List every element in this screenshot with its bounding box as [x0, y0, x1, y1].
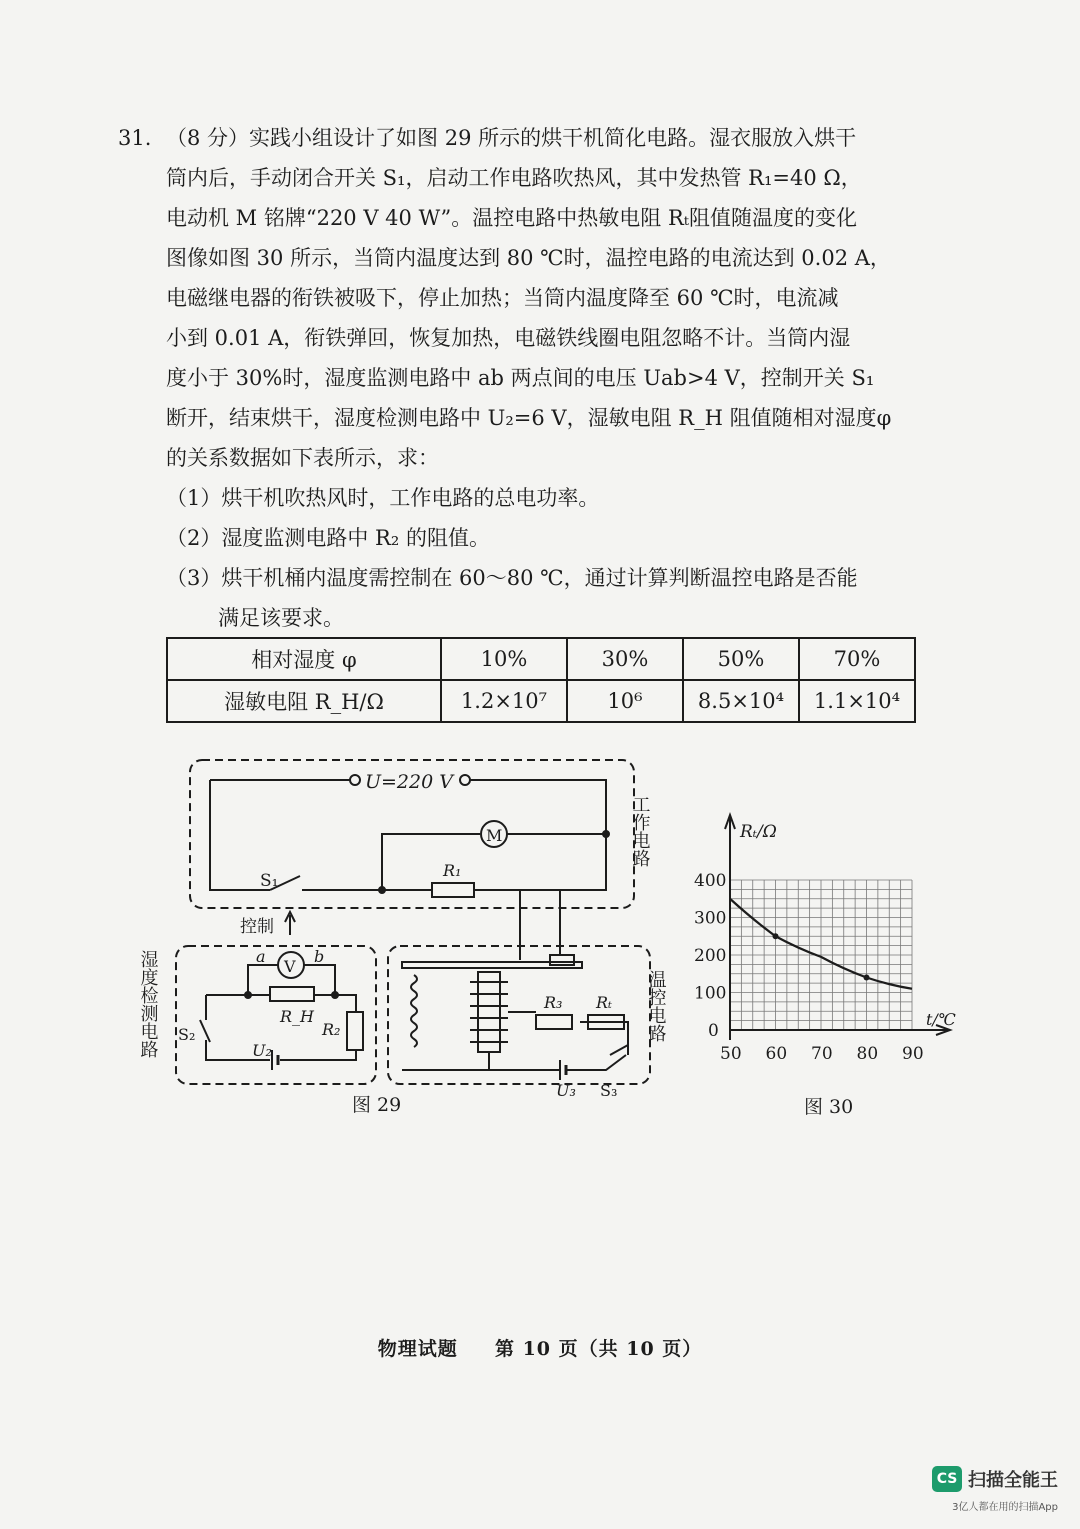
wire [382, 834, 480, 890]
footer-subject: 物理试题 [377, 1338, 458, 1360]
resistor-r2 [347, 1012, 363, 1050]
control-label: 控制 [240, 917, 274, 937]
table-row [167, 638, 915, 680]
y-tick-label: 300 [694, 908, 727, 929]
row-header: 湿敏电阻 R_H/Ω [167, 680, 441, 722]
table-cell: 1.2×10⁷ [441, 680, 567, 722]
figure29-caption: 图 29 [352, 1094, 402, 1116]
circuit-diagram [137, 750, 680, 1100]
electromagnet-core [478, 972, 500, 1052]
question-line: 电动机 M 铭牌“220 V 40 W”。温控电路中热敏电阻 Rₜ阻值随温度的变化 [166, 206, 857, 230]
r3-label: R₃ [544, 993, 563, 1012]
spring-icon [411, 975, 417, 1047]
motor-label: M [486, 826, 503, 845]
table-cell: 30% [567, 638, 683, 680]
y-tick-label: 0 [708, 1021, 719, 1041]
watermark-name: 扫描全能王 [968, 1470, 1058, 1491]
s3-label: S₃ [600, 1081, 618, 1100]
voltage-label: U=220 V [365, 771, 453, 793]
r2-label: R₂ [322, 1020, 341, 1039]
y-axis [725, 815, 735, 1040]
footer-page: 第 10 页（共 10 页） [494, 1338, 703, 1360]
point-a-label: a [256, 947, 266, 966]
question-line: 小到 0.01 A，衔铁弹回，恢复加热，电磁铁线圈电阻忽略不计。当筒内湿 [166, 326, 851, 350]
u3-label: U₃ [556, 1081, 576, 1100]
coil-icon [470, 982, 508, 1042]
rh-label: R_H [280, 1007, 314, 1026]
question-line: 筒内后，手动闭合开关 S₁，启动工作电路吹热风，其中发热管 R₁=40 Ω， [166, 166, 862, 190]
resistor-r3 [536, 1015, 572, 1029]
x-tick-label: 60 [765, 1044, 788, 1064]
voltmeter-label: V [284, 957, 296, 976]
y-tick-label: 100 [694, 983, 727, 1004]
point-b-label: b [314, 947, 325, 966]
table-cell: 10⁶ [567, 680, 683, 722]
y-tick-label: 400 [694, 871, 727, 891]
question-line: 断开，结束烘干，湿度检测电路中 U₂=6 V，湿敏电阻 R_H 阻值随相对湿度φ [166, 406, 892, 430]
page-footer [0, 1334, 1080, 1361]
table-cell: 1.1×10⁴ [799, 680, 915, 722]
question-line: 电磁继电器的衔铁被吸下，停止加热；当筒内温度降至 60 ℃时，电流减 [166, 286, 839, 310]
data-point [773, 933, 779, 939]
chart-grid [730, 880, 912, 1030]
question-number: 31. [118, 126, 152, 150]
x-axis [730, 1025, 950, 1035]
wire [402, 1012, 628, 1070]
watermark-tagline: 3亿人都在用的扫描App [952, 1502, 1058, 1513]
x-tick-label: 80 [856, 1044, 879, 1064]
sub-question-3-cont: 满足该要求。 [218, 606, 344, 630]
x-tick-label: 90 [902, 1044, 924, 1064]
u2-label: U₂ [252, 1041, 272, 1060]
temp-circuit-label: 温控电路 [645, 970, 667, 1042]
table-cell: 8.5×10⁴ [683, 680, 799, 722]
terminal [350, 775, 360, 785]
data-point [864, 975, 870, 981]
question-line: 31. （8 分）实践小组设计了如图 29 所示的烘干机简化电路。湿衣服放入烘干 [118, 118, 938, 158]
switch-s3 [566, 1055, 626, 1070]
rt-label: Rₜ [596, 993, 612, 1012]
y-axis-label: Rₜ/Ω [740, 822, 777, 842]
table-row [167, 680, 915, 722]
cs-logo-icon: CS [932, 1466, 962, 1492]
sub-question-2: （2）湿度监测电路中 R₂ 的阻值。 [166, 526, 490, 550]
s1-label: S₁ [260, 871, 279, 891]
terminal [460, 775, 470, 785]
s2-label: S₂ [178, 1025, 196, 1044]
question-line: 的关系数据如下表所示，求： [166, 446, 439, 470]
figure30-caption: 图 30 [804, 1096, 854, 1118]
question-block [118, 118, 938, 638]
x-tick-label: 70 [811, 1044, 833, 1064]
table-cell: 10% [441, 638, 567, 680]
humidity-resistance-table [166, 637, 916, 723]
humidity-circuit-label: 湿度检测电路 [137, 950, 159, 1058]
chart-axes [725, 815, 950, 1040]
resistor-rh [270, 987, 314, 1001]
control-arrow-icon [285, 912, 295, 935]
y-tick-label: 200 [694, 946, 727, 966]
table-cell: 70% [799, 638, 915, 680]
x-axis-label: t/℃ [926, 1010, 956, 1029]
scanner-watermark [932, 1466, 1058, 1492]
table-cell: 50% [683, 638, 799, 680]
sub-question-1: （1）烘干机吹热风时，工作电路的总电功率。 [166, 486, 600, 510]
sub-question-3: （3）烘干机桶内温度需控制在 60～80 ℃，通过计算判断温控电路是否能 [166, 566, 858, 590]
question-line: 图像如图 30 所示，当筒内温度达到 80 ℃时，温控电路的电流达到 0.02 A， [166, 246, 891, 270]
row-header: 相对湿度 φ [167, 638, 441, 680]
x-tick-label: 50 [720, 1044, 742, 1064]
resistor-r1 [432, 883, 474, 897]
r1-label: R₁ [443, 861, 462, 880]
contact [550, 955, 574, 965]
switch-s2 [200, 1020, 210, 1042]
wire [520, 890, 560, 960]
question-line: 度小于 30%时，湿度监测电路中 ab 两点间的电压 Uab>4 V，控制开关 S₁ [166, 366, 875, 390]
work-circuit-label: 工作电路 [629, 795, 651, 867]
junction-dot [603, 831, 609, 837]
rt-temperature-chart [690, 805, 970, 1075]
